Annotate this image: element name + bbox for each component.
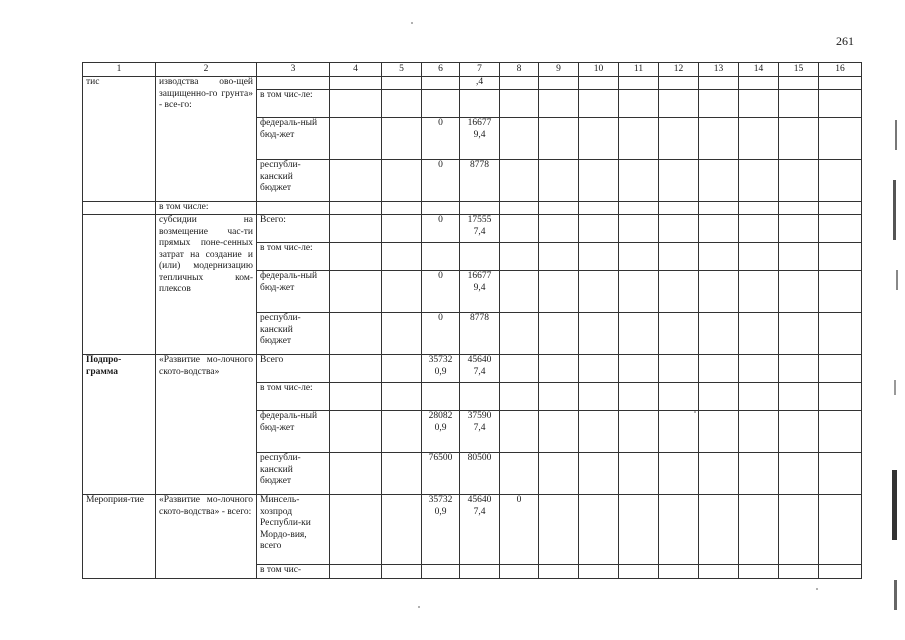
cell-source: республи-канский бюджет [257,160,330,202]
scan-speck [816,588,818,590]
scan-speck [411,22,413,24]
cell-name: изводства ово-щей защищенно-го грунта» - все-го: [156,77,257,202]
cell-source: в том чис-ле: [257,383,330,411]
col-header: 1 [83,63,156,77]
col-header: 15 [779,63,819,77]
col-header: 9 [539,63,579,77]
table-row [83,202,862,215]
table-row [83,355,862,383]
col-header: 5 [382,63,422,77]
cell-value: 28082 0,9 [422,411,460,453]
cell-value: 80500 [460,453,500,495]
col-header: 7 [460,63,500,77]
budget-table [82,62,862,579]
cell-source: Минсель-хозпрод Республи-ки Мордо-вия, всего [257,495,330,565]
cell-source: федераль-ный бюд-жет [257,271,330,313]
cell-name: «Развитие мо-лочного ското-водства» - всего: [156,495,257,579]
col-header: 3 [257,63,330,77]
table-row [83,495,862,565]
col-header: 6 [422,63,460,77]
cell-source: Всего: [257,215,330,243]
scan-speck [694,411,696,413]
cell-source: федераль-ный бюд-жет [257,411,330,453]
page-number: 261 [836,34,854,48]
col-header: 12 [659,63,699,77]
header-row [83,63,862,77]
cell-value: 0 [422,313,460,355]
col-header: 4 [330,63,382,77]
cell-value: 76500 [422,453,460,495]
col-header: 2 [156,63,257,77]
cell-value: 8778 [460,313,500,355]
cell-source: федераль-ный бюд-жет [257,118,330,160]
scan-edge-noise [887,80,901,620]
scan-speck [418,606,420,608]
cell-value: 17555 7,4 [460,215,500,243]
col-header: 14 [739,63,779,77]
cell-value: 0 [500,495,539,565]
cell-source: Всего [257,355,330,383]
cell-source: республи-канский бюджет [257,453,330,495]
col-header: 11 [619,63,659,77]
col-header: 13 [699,63,739,77]
cell-value: 45640 7,4 [460,495,500,565]
col-header: 8 [500,63,539,77]
table-row [83,215,862,243]
cell-value: 8778 [460,160,500,202]
cell-type: Подпро-грамма [83,355,156,495]
cell-source: в том чис- [257,565,330,579]
cell-value: 0 [422,118,460,160]
cell-type: Мероприя-тие [83,495,156,579]
cell-value: 0 [422,215,460,243]
cell-source: в том чис-ле: [257,90,330,118]
cell-name: субсидии на возмещение час-ти прямых поне-сенных затрат на создание и (или) модернизацию тепличных ком-плексов [156,215,257,355]
cell-value: 37590 7,4 [460,411,500,453]
col-header: 10 [579,63,619,77]
cell-source [257,77,330,90]
cell-value: 0 [422,271,460,313]
cell-source: республи-канский бюджет [257,313,330,355]
cell-type: тис [83,77,156,202]
cell-name: «Развитие мо-лочного ското-водства» [156,355,257,495]
cell-value: 16677 9,4 [460,118,500,160]
col-header: 16 [819,63,862,77]
cell-value: 45640 7,4 [460,355,500,383]
cell-value: 35732 0,9 [422,355,460,383]
cell-value: ,4 [460,77,500,90]
table-row [83,77,862,90]
cell-value: 16677 9,4 [460,271,500,313]
cell-source: в том чис-ле: [257,243,330,271]
cell-name: в том числе: [156,202,257,215]
cell-value: 35732 0,9 [422,495,460,565]
cell-value: 0 [422,160,460,202]
